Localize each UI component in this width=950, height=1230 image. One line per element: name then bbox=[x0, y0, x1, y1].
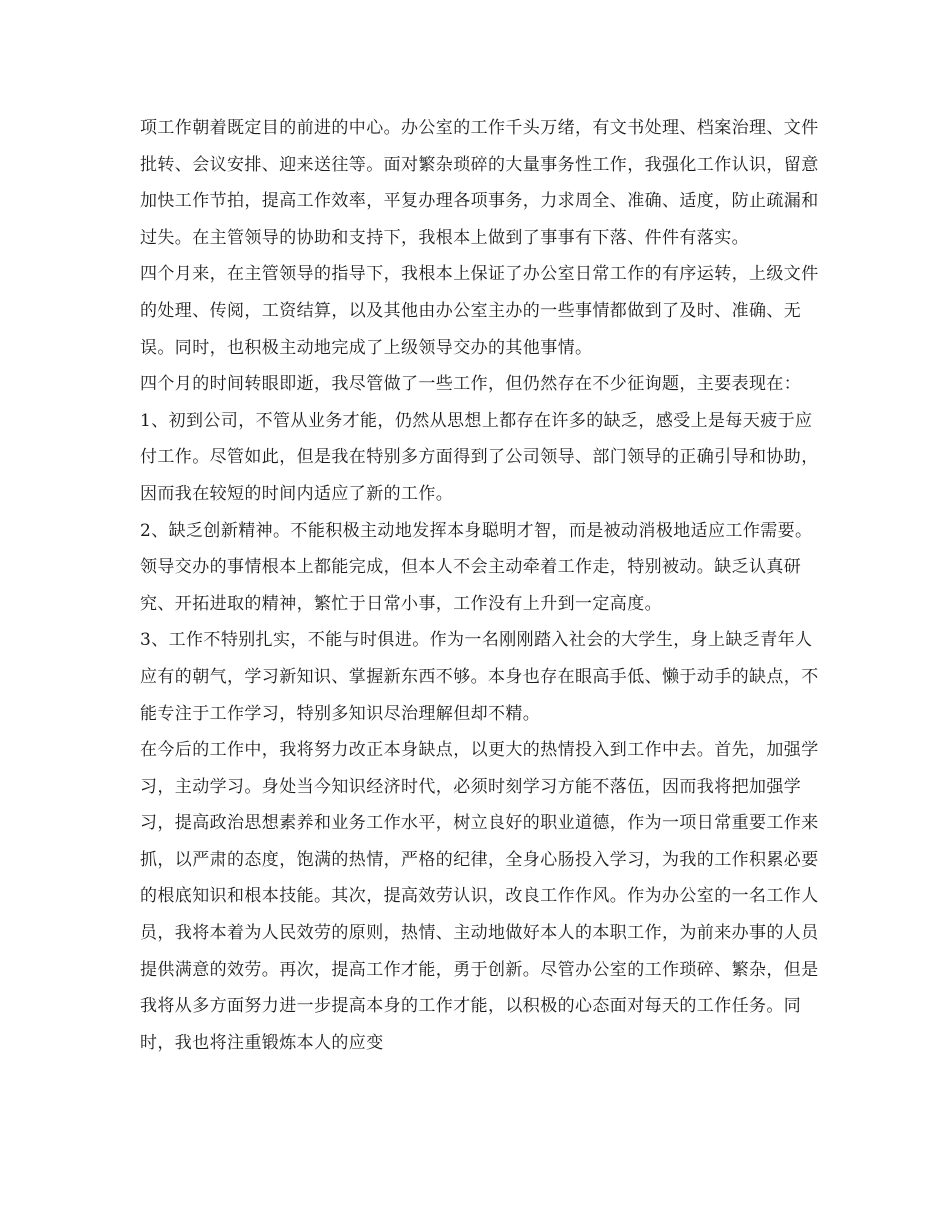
paragraph-7: 在今后的工作中，我将努力改正本身缺点，以更大的热情投入到工作中去。首先，加强学习，主动学习。身处当今知识经济时代，必须时刻学习方能不落伍，因而我将把加强学习，提高政治思想素养和业务工作水平，树立良好的职业道德，作为一项日常重要工作来抓，以严肃的态度，饱满的热情，严格的纪律，全身心肠投入学习，为我的工作积累必要的根底知识和根本技能。其次，提高效劳认识，改良工作作风。作为办公室的一名工作人员，我将本着为人民效劳的原则，热情、主动地做好本人的本职工作，为前来办事的人员提供满意的效劳。再次，提高工作才能，勇于创新。尽管办公室的工作琐碎、繁杂，但是我将从多方面努力进一步提高本身的工作才能，以积极的心态面对每天的工作任务。同时，我也将注重锻炼本人的应变 bbox=[140, 740, 819, 1053]
paragraph-6: 3、工作不特别扎实，不能与时俱进。作为一名刚刚踏入社会的大学生，身上缺乏青年人应有的朝气，学习新知识、掌握新东西不够。本身也存在眼高手低、懒于动手的缺点，不能专注于工作学习，特别多知识尽治理解但却不精。 bbox=[140, 630, 819, 724]
document-body bbox=[140, 110, 820, 1061]
paragraph-5: 2、缺乏创新精神。不能积极主动地发挥本身聪明才智，而是被动消极地适应工作需要。领导交办的事情根本上都能完成，但本人不会主动牵着工作走，特别被动。缺乏认真研究、开拓进取的精神，繁忙于日常小事，工作没有上升到一定高度。 bbox=[140, 520, 813, 614]
paragraph-4: 1、初到公司，不管从业务才能，仍然从思想上都存在许多的缺乏，感受上是每天疲于应付工作。尽管如此，但是我在特别多方面得到了公司领导、部门领导的正确引导和协助，因而我在较短的时间内适应了新的工作。 bbox=[140, 410, 819, 504]
paragraph-2: 四个月来，在主管领导的指导下，我根本上保证了办公室日常工作的有序运转，上级文件的处理、传阅，工资结算，以及其他由办公室主办的一些事情都做到了及时、准确、无误。同时，也积极主动地完成了上级领导交办的其他事情。 bbox=[140, 264, 819, 358]
paragraph-3: 四个月的时间转眼即逝，我尽管做了一些工作，但仍然存在不少征询题，主要表现在： bbox=[140, 374, 802, 395]
paragraph-1: 项工作朝着既定目的前进的中心。办公室的工作千头万绪，有文书处理、档案治理、文件批转、会议安排、迎来送往等。面对繁杂琐碎的大量事务性工作，我强化工作认识，留意加快工作节拍，提高工作效率，平复办理各项事务，力求周全、准确、适度，防止疏漏和过失。在主管领导的协助和支持下，我根本上做到了事事有下落、件件有落实。 bbox=[140, 118, 819, 248]
